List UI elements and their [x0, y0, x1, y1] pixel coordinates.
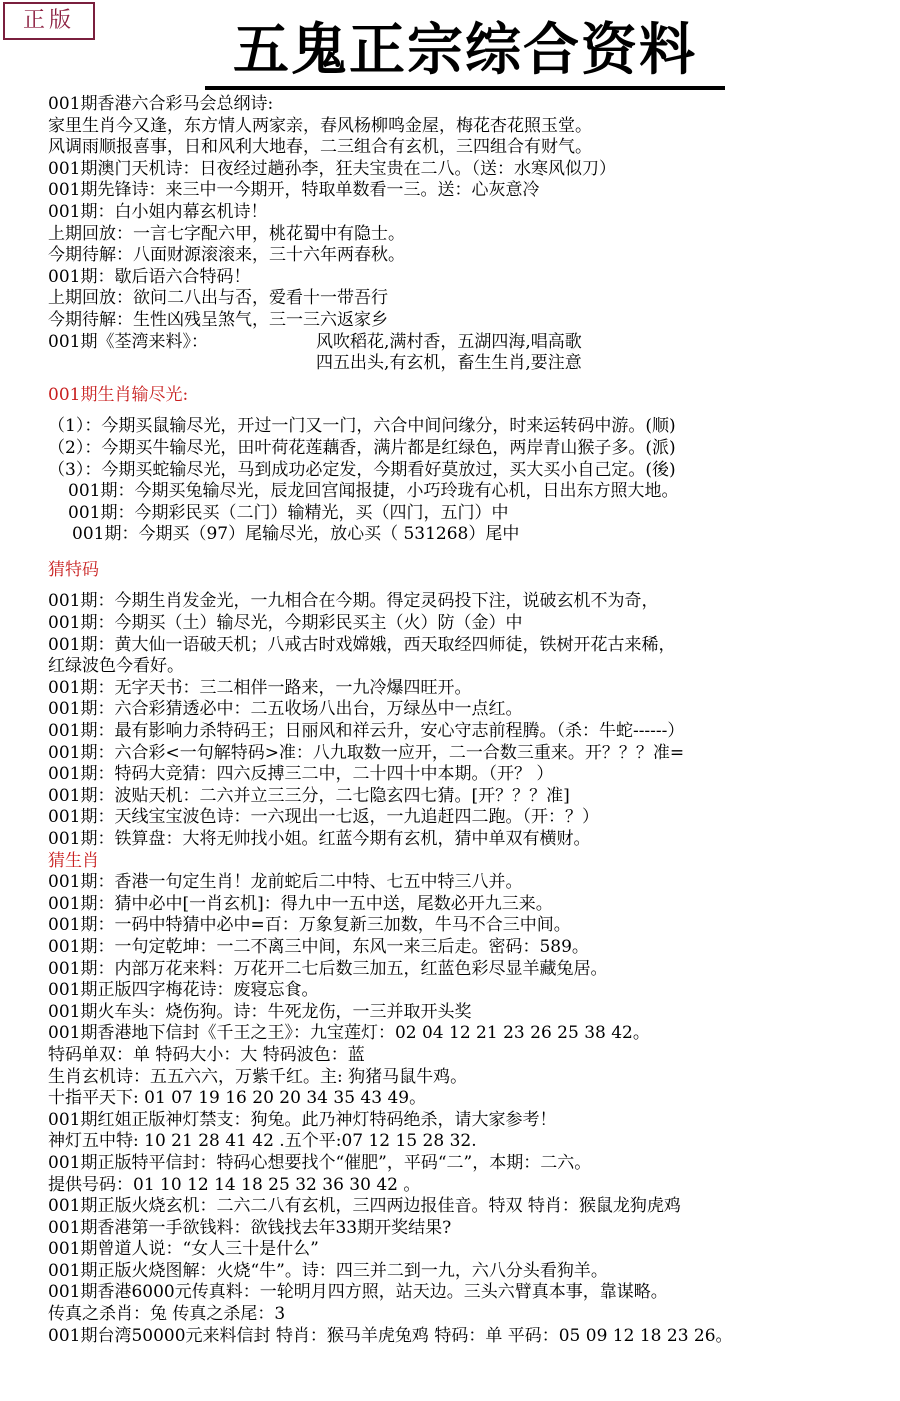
block-temha	[48, 591, 894, 850]
section-heading-shengxiao: 猜生肖	[48, 850, 99, 871]
text-line: 001期红姐正版神灯禁支：狗兔。此乃神灯特码绝杀，请大家参考！	[48, 1109, 557, 1130]
text-line: 十指平天下: 01 07 19 16 20 20 34 35 43 49。	[48, 1088, 427, 1109]
text-line: 001期：今期买（97）尾输尽光，放心买（ 531268）尾中	[72, 524, 520, 545]
text-line: 神灯五中特: 10 21 28 41 42 .五个平:07 12 15 28 32.	[48, 1131, 477, 1152]
text-line: 001期：香港一句定生肖！龙前蛇后二中特、七五中特三八并。	[48, 872, 523, 893]
text-line: 001期香港六合彩马会总纲诗:	[48, 94, 274, 114]
text-line: 今期待解：生性凶残呈煞气，三一三六返家乡	[48, 309, 388, 330]
text-line: 001期：歇后语六合特码！	[48, 266, 251, 287]
text-line: 001期正版火烧玄机：二六二八有玄机，三四两边报佳音。特双 特肖：猴鼠龙狗虎鸡	[48, 1196, 681, 1217]
text-line: 001期：无字天书：三二相伴一路来，一九冷爆四旺开。	[48, 677, 472, 698]
text-line: 001期正版特平信封：特码心想要找个“催肥”，平码“二”，本期：二六。	[48, 1152, 592, 1173]
quan-spacer	[48, 353, 316, 375]
genuine-badge: 正版	[3, 2, 95, 40]
text-line: 提供号码：01 10 12 14 18 25 32 36 30 42 。	[48, 1174, 421, 1195]
text-line: 001期：六合彩<一句解特码>准：八九取数一应开，二一合数三重来。开？？？准=	[48, 742, 685, 763]
text-line: 001期：特码大竞猜：四六反搏三二中，二十四十中本期。（开？ ）	[48, 764, 554, 785]
text-line: 001期香港6000元传真料：一轮明月四方照，站天边。三头六臂真本事，靠谋略。	[48, 1282, 668, 1303]
text-line: 001期：今期买（土）输尽光，今期彩民买主（火）防（金）中	[48, 613, 523, 634]
quan-line-1: 风吹稻花,满村香，五湖四海,唱高歌	[316, 331, 582, 352]
content	[48, 94, 894, 1347]
text-line: 001期：白小姐内幕玄机诗！	[48, 201, 268, 222]
quan-label: 001期《荃湾来料》：	[48, 331, 208, 352]
text-line: 生肖玄机诗：五五六六，万紫千红。主: 狗猪马鼠牛鸡。	[48, 1066, 468, 1087]
text-line: 001期：今期买兔输尽光，辰龙回宫闻报捷，小巧玲珑有心机，日出东方照大地。	[68, 481, 679, 502]
text-line: 001期正版四字梅花诗：废寝忘食。	[48, 980, 319, 1001]
text-line: 001期：黄大仙一语破天机；八戒古时戏嫦娥，西天取经四师徒，铁树开花古来稀，	[48, 634, 676, 655]
text-line: 红绿波色今看好。	[48, 656, 184, 677]
text-line: （3）：今期买蛇输尽光，马到成功必定发，今期看好莫放过，买大买小自己定。(後)	[48, 459, 676, 480]
block-poems	[48, 94, 894, 375]
text-line: 001期：内部万花来料：万花开二七后数三加五，红蓝色彩尽显羊藏兔居。	[48, 958, 608, 979]
text-line: 001期：今期生肖发金光，一九相合在今期。得定灵码投下注，说破玄机不为奇，	[48, 591, 659, 612]
text-line: 001期台湾50000元来料信封 特肖：猴马羊虎兔鸡 特码：单 平码：05 09 12 18 23 26。	[48, 1325, 733, 1346]
text-line: 001期：一码中特猜中必中=百：万象复新三加数，牛马不合三中间。	[48, 915, 571, 936]
text-line: 001期：今期彩民买（二门）输精光，买（四门，五门）中	[68, 502, 509, 523]
text-line: 001期正版火烧图解：火烧“牛”。诗：四三并二到一九，六八分头看狗羊。	[48, 1260, 608, 1281]
quan-row-2	[48, 353, 894, 375]
section-heading-temha: 猜特码	[48, 559, 99, 580]
text-line: 001期：天线宝宝波色诗：一六现出一七返，一九追赶四二跑。（开：？）	[48, 807, 599, 828]
text-line: 001期火车头：烧伤狗。诗：牛死龙伤，一三并取开头奖	[48, 1001, 472, 1022]
text-line: 传真之杀肖：兔 传真之杀尾：3	[48, 1304, 286, 1325]
text-line: 家里生肖今又逢，东方情人两家亲，春风杨柳鸣金屋，梅花杏花照玉堂。	[48, 115, 592, 136]
text-line: （1）：今期买鼠输尽光，开过一门又一门，六合中间问缘分，时来运转码中游。(顺)	[48, 416, 676, 437]
text-line: 上期回放：一言七字配六甲，桃花蜀中有隐士。	[48, 223, 405, 244]
text-line: 001期澳门天机诗：日夜经过趟孙李，狂夫宝贵在二八。（送：水寒风似刀）	[48, 158, 616, 179]
text-line: 上期回放：欲问二八出与否，爱看十一带吾行	[48, 288, 388, 309]
text-line: （2）：今期买牛输尽光，田叶荷花莲藕香，满片都是红绿色，两岸青山猴子多。(派)	[48, 437, 676, 458]
text-line: 001期：最有影响力杀特码王；日丽风和祥云升，安心守志前程腾。（杀：牛蛇------）	[48, 721, 685, 742]
quan-line-2: 四五出头,有玄机，畜生生肖,要注意	[316, 353, 582, 374]
text-line: 001期香港第一手欲钱料：欲钱找去年33期开奖结果?	[48, 1217, 452, 1238]
quan-row-1	[48, 332, 894, 354]
block-shengxiao	[48, 872, 894, 1347]
block-shuxiao	[48, 416, 894, 546]
text-line: 001期：猜中必中[一肖玄机]：得九中一五中送，尾数必开九三来。	[48, 893, 553, 914]
text-line: 风调雨顺报喜事，日和风利大地春，二三组合有玄机，三四组合有财气。	[48, 137, 592, 158]
text-line: 001期：铁算盘：大将无帅找小姐。红蓝今期有玄机，猜中单双有横财。	[48, 829, 591, 849]
page-title: 五鬼正宗综合资料	[205, 20, 725, 90]
text-line: 特码单双：单 特码大小：大 特码波色：蓝	[48, 1044, 365, 1065]
text-line: 001期：六合彩猜透必中：二五收场八出台，万绿丛中一点红。	[48, 699, 523, 720]
text-line: 001期：一句定乾坤：一二不离三中间，东风一来三后走。密码：589。	[48, 936, 589, 957]
section-heading-shuxiao: 001期生肖输尽光:	[48, 384, 189, 405]
text-line: 001期：波贴天机：二六并立三三分，二七隐玄四七猜。[开？？？准]	[48, 785, 570, 806]
text-line: 001期曾道人说：“女人三十是什么”	[48, 1239, 319, 1260]
text-line: 今期待解：八面财源滚滚来，三十六年两春秋。	[48, 245, 405, 266]
text-line: 001期先锋诗：来三中一今期开，特取单数看一三。送：心灰意冷	[48, 180, 540, 201]
text-line: 001期香港地下信封《千王之王》：九宝莲灯：02 04 12 21 23 26 25 38 42。	[48, 1023, 650, 1044]
